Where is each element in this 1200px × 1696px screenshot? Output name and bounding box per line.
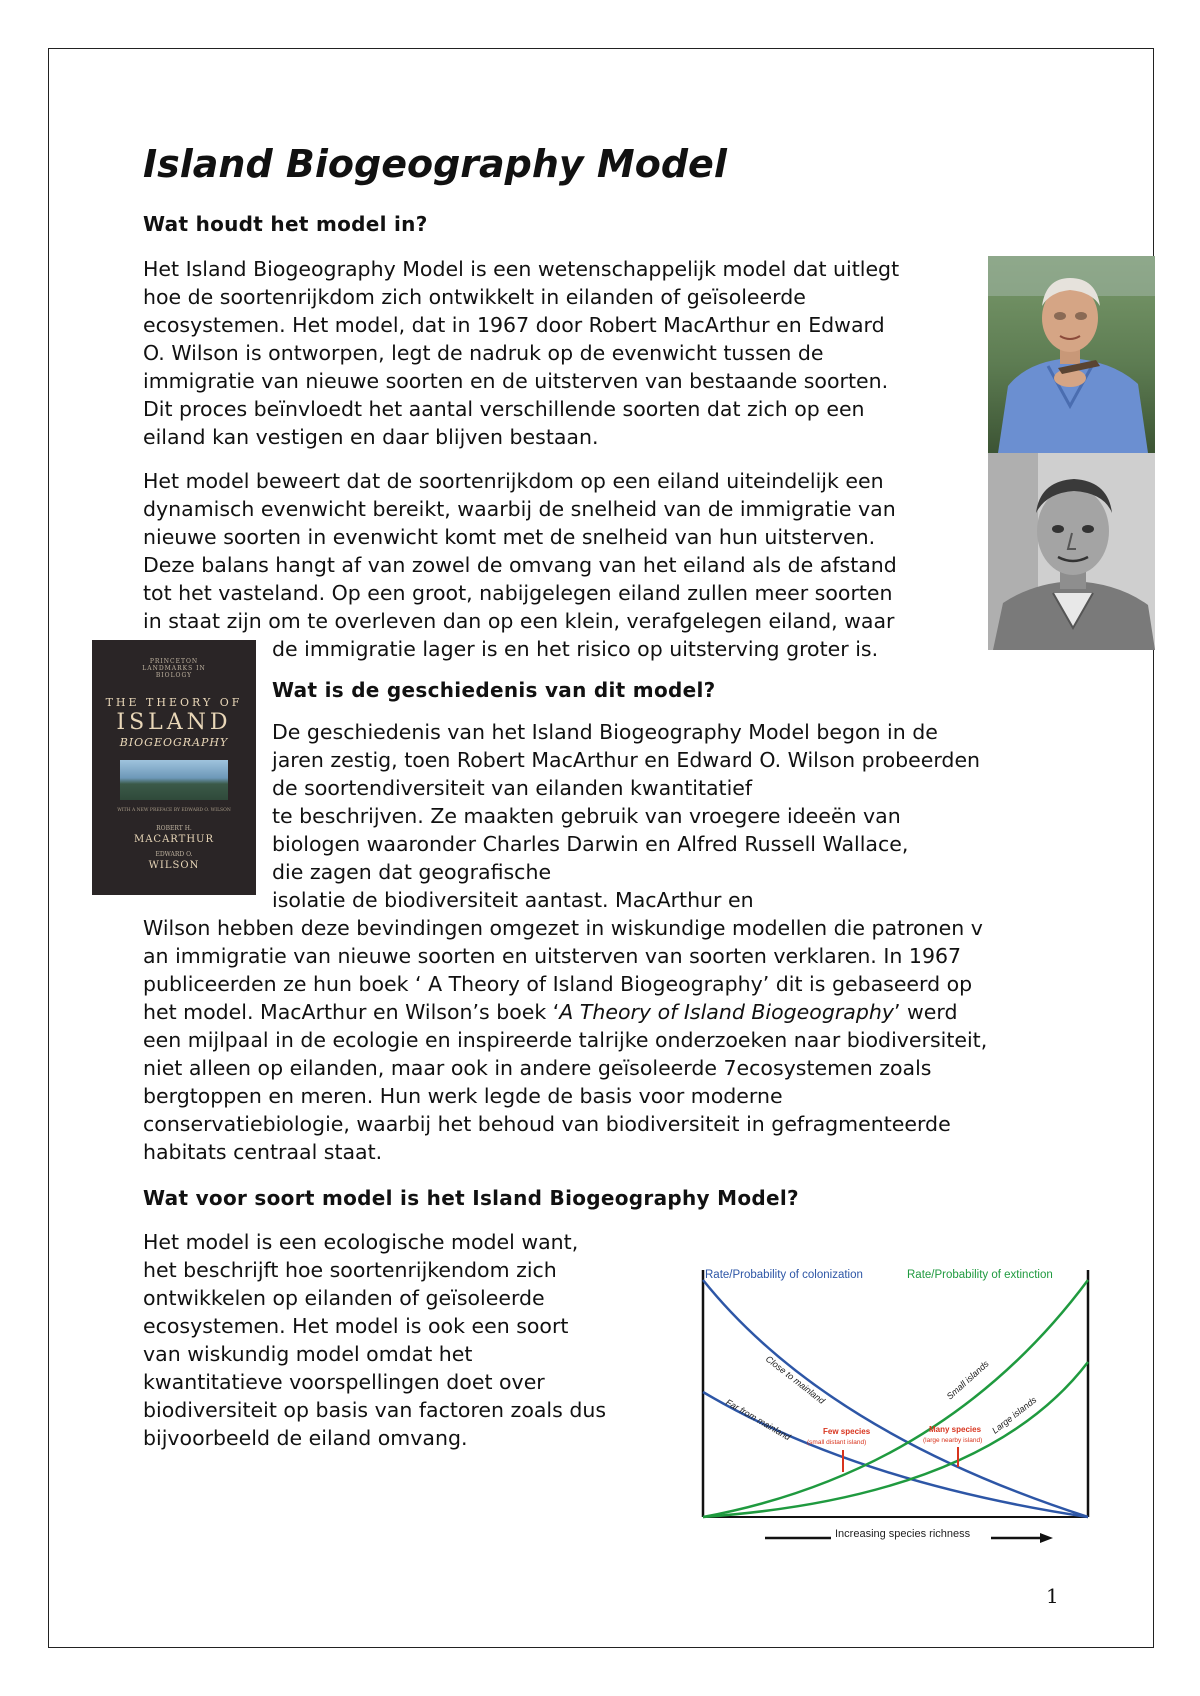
book-island: ISLAND xyxy=(116,710,232,735)
text-line: ecosystemen. Het model is ook een soort xyxy=(143,1314,569,1338)
text-line: nieuwe soorten in evenwicht komt met de snelheid van hun uitsterven. xyxy=(143,525,876,549)
book-the-theory-of: THE THEORY OF xyxy=(105,696,243,709)
text-line: hoe de soortenrijkdom zich ontwikkelt in eilanden of geïsoleerde xyxy=(143,285,806,309)
label-far-from-mainland: Far from mainland xyxy=(724,1397,793,1443)
text-line: eiland kan vestigen en daar blijven bestaan. xyxy=(143,425,599,449)
text-line: kwantitatieve voorspellingen doet over xyxy=(143,1370,545,1394)
page-title: Island Biogeography Model xyxy=(143,142,727,186)
text-line: conservatiebiologie, waarbij het behoud van biodiversiteit in gefragmenteerde xyxy=(143,1112,951,1136)
book-title-italic: A Theory of Island Biogeography xyxy=(559,1000,894,1024)
heading-wat-houdt: Wat houdt het model in? xyxy=(143,212,428,236)
label-close-to-mainland: Close to mainland xyxy=(763,1353,827,1406)
text-line-with-italic: het model. MacArthur en Wilson’s boek ‘A Theory of Island Biogeography’ werd xyxy=(143,1000,958,1024)
photo-wilson xyxy=(988,256,1155,453)
text-line: bijvoorbeeld de eiland omvang. xyxy=(143,1426,468,1450)
text-line: an immigratie van nieuwe soorten en uitsterven van soorten verklaren. In 1967 xyxy=(143,944,962,968)
text-line: Het model beweert dat de soortenrijkdom op een eiland uiteindelijk een xyxy=(143,469,884,493)
label-large-islands: Large islands xyxy=(990,1394,1039,1436)
text-line: biologen waaronder Charles Darwin en Alfred Russell Wallace, xyxy=(272,832,909,856)
text-line: jaren zestig, toen Robert MacArthur en Edward O. Wilson probeerden xyxy=(272,748,981,772)
text-line: Wilson hebben deze bevindingen omgezet in wiskundige modellen die patronen v xyxy=(143,916,983,940)
book-cover-image xyxy=(92,640,256,895)
label-extinction: Rate/Probability of extinction xyxy=(907,1269,1053,1281)
text-line: biodiversiteit op basis van factoren zoals dus xyxy=(143,1398,607,1422)
book-biogeography: BIOGEOGRAPHY xyxy=(119,736,229,749)
text-line: immigratie van nieuwe soorten en de uitsterven van bestaande soorten. xyxy=(143,369,889,393)
label-few-species: Few species xyxy=(823,1427,871,1436)
curve-far-from-mainland xyxy=(703,1392,1088,1517)
text-line: Het model is een ecologische model want, xyxy=(143,1230,579,1254)
text-line: ontwikkelen op eilanden of geïsoleerde xyxy=(143,1286,545,1310)
arrow-head-icon xyxy=(1040,1533,1053,1543)
text-line: habitats centraal staat. xyxy=(143,1140,383,1164)
text-line: het beschrijft hoe soortenrijkendom zich xyxy=(143,1258,557,1282)
book-island-photo xyxy=(120,760,228,800)
book-author2-first: EDWARD O. xyxy=(155,851,193,858)
text-line: een mijlpaal in de ecologie en inspireerde talrijke onderzoeken naar biodiversiteit, xyxy=(143,1028,988,1052)
text-line: bergtoppen en meren. Hun werk legde de basis voor moderne xyxy=(143,1084,783,1108)
text-line: dynamisch evenwicht bereikt, waarbij de snelheid van de immigratie van xyxy=(143,497,896,521)
text-line: in staat zijn om te overleven dan op een klein, verafgelegen eiland, waar xyxy=(143,609,895,633)
page-number: 1 xyxy=(1046,1584,1059,1608)
text-line: van wiskundig model omdat het xyxy=(143,1342,473,1366)
island-biogeography-figure xyxy=(695,1262,1095,1552)
text-line: Het Island Biogeography Model is een wetenschappelijk model dat uitlegt xyxy=(143,257,900,281)
label-few-species-sub: (small distant island) xyxy=(807,1439,867,1446)
text-line: de immigratie lager is en het risico op uitsterving groter is. xyxy=(272,637,879,661)
text-line: tot het vasteland. Op een groot, nabijgelegen eiland zullen meer soorten xyxy=(143,581,893,605)
label-many-species: Many species xyxy=(929,1425,982,1434)
text-line: Dit proces beïnvloedt het aantal verschillende soorten dat zich op een xyxy=(143,397,865,421)
curve-large-islands xyxy=(703,1362,1088,1517)
text-line: die zagen dat geografische xyxy=(272,860,552,884)
book-tagline: WITH A NEW PREFACE BY EDWARD O. WILSON xyxy=(117,808,231,813)
photo-macarthur xyxy=(988,453,1155,650)
text-line: ecosystemen. Het model, dat in 1967 door Robert MacArthur en Edward xyxy=(143,313,885,337)
text-line: niet alleen op eilanden, maar ook in andere geïsoleerde 7ecosystemen zoals xyxy=(143,1056,932,1080)
label-colonization: Rate/Probability of colonization xyxy=(705,1269,863,1281)
text-line: de soortendiversiteit van eilanden kwantitatief xyxy=(272,776,753,800)
text-line: O. Wilson is ontworpen, legt de nadruk op de evenwicht tussen de xyxy=(143,341,824,365)
text-line: te beschrijven. Ze maakten gebruik van vroegere ideeën van xyxy=(272,804,901,828)
text-line: isolatie de biodiversiteit aantast. MacArthur en xyxy=(272,888,754,912)
heading-geschiedenis: Wat is de geschiedenis van dit model? xyxy=(272,678,716,702)
label-many-species-sub: (large nearby island) xyxy=(923,1437,983,1444)
label-small-islands: Small islands xyxy=(944,1358,991,1402)
book-author1-last: MACARTHUR xyxy=(133,834,215,845)
x-axis-label: Increasing species richness xyxy=(835,1528,971,1540)
text-line: De geschiedenis van het Island Biogeography Model begon in de xyxy=(272,720,938,744)
text-line: publiceerden ze hun boek ‘ A Theory of Island Biogeography’ dit is gebaseerd op xyxy=(143,972,973,996)
heading-soort-model: Wat voor soort model is het Island Biogeography Model? xyxy=(143,1186,799,1210)
text-line: Deze balans hangt af van zowel de omvang van het eiland als de afstand xyxy=(143,553,897,577)
book-author1-first: ROBERT H. xyxy=(156,825,192,832)
book-series: PRINCETON LANDMARKS IN BIOLOGY xyxy=(142,658,206,679)
book-author2-last: WILSON xyxy=(148,860,200,871)
